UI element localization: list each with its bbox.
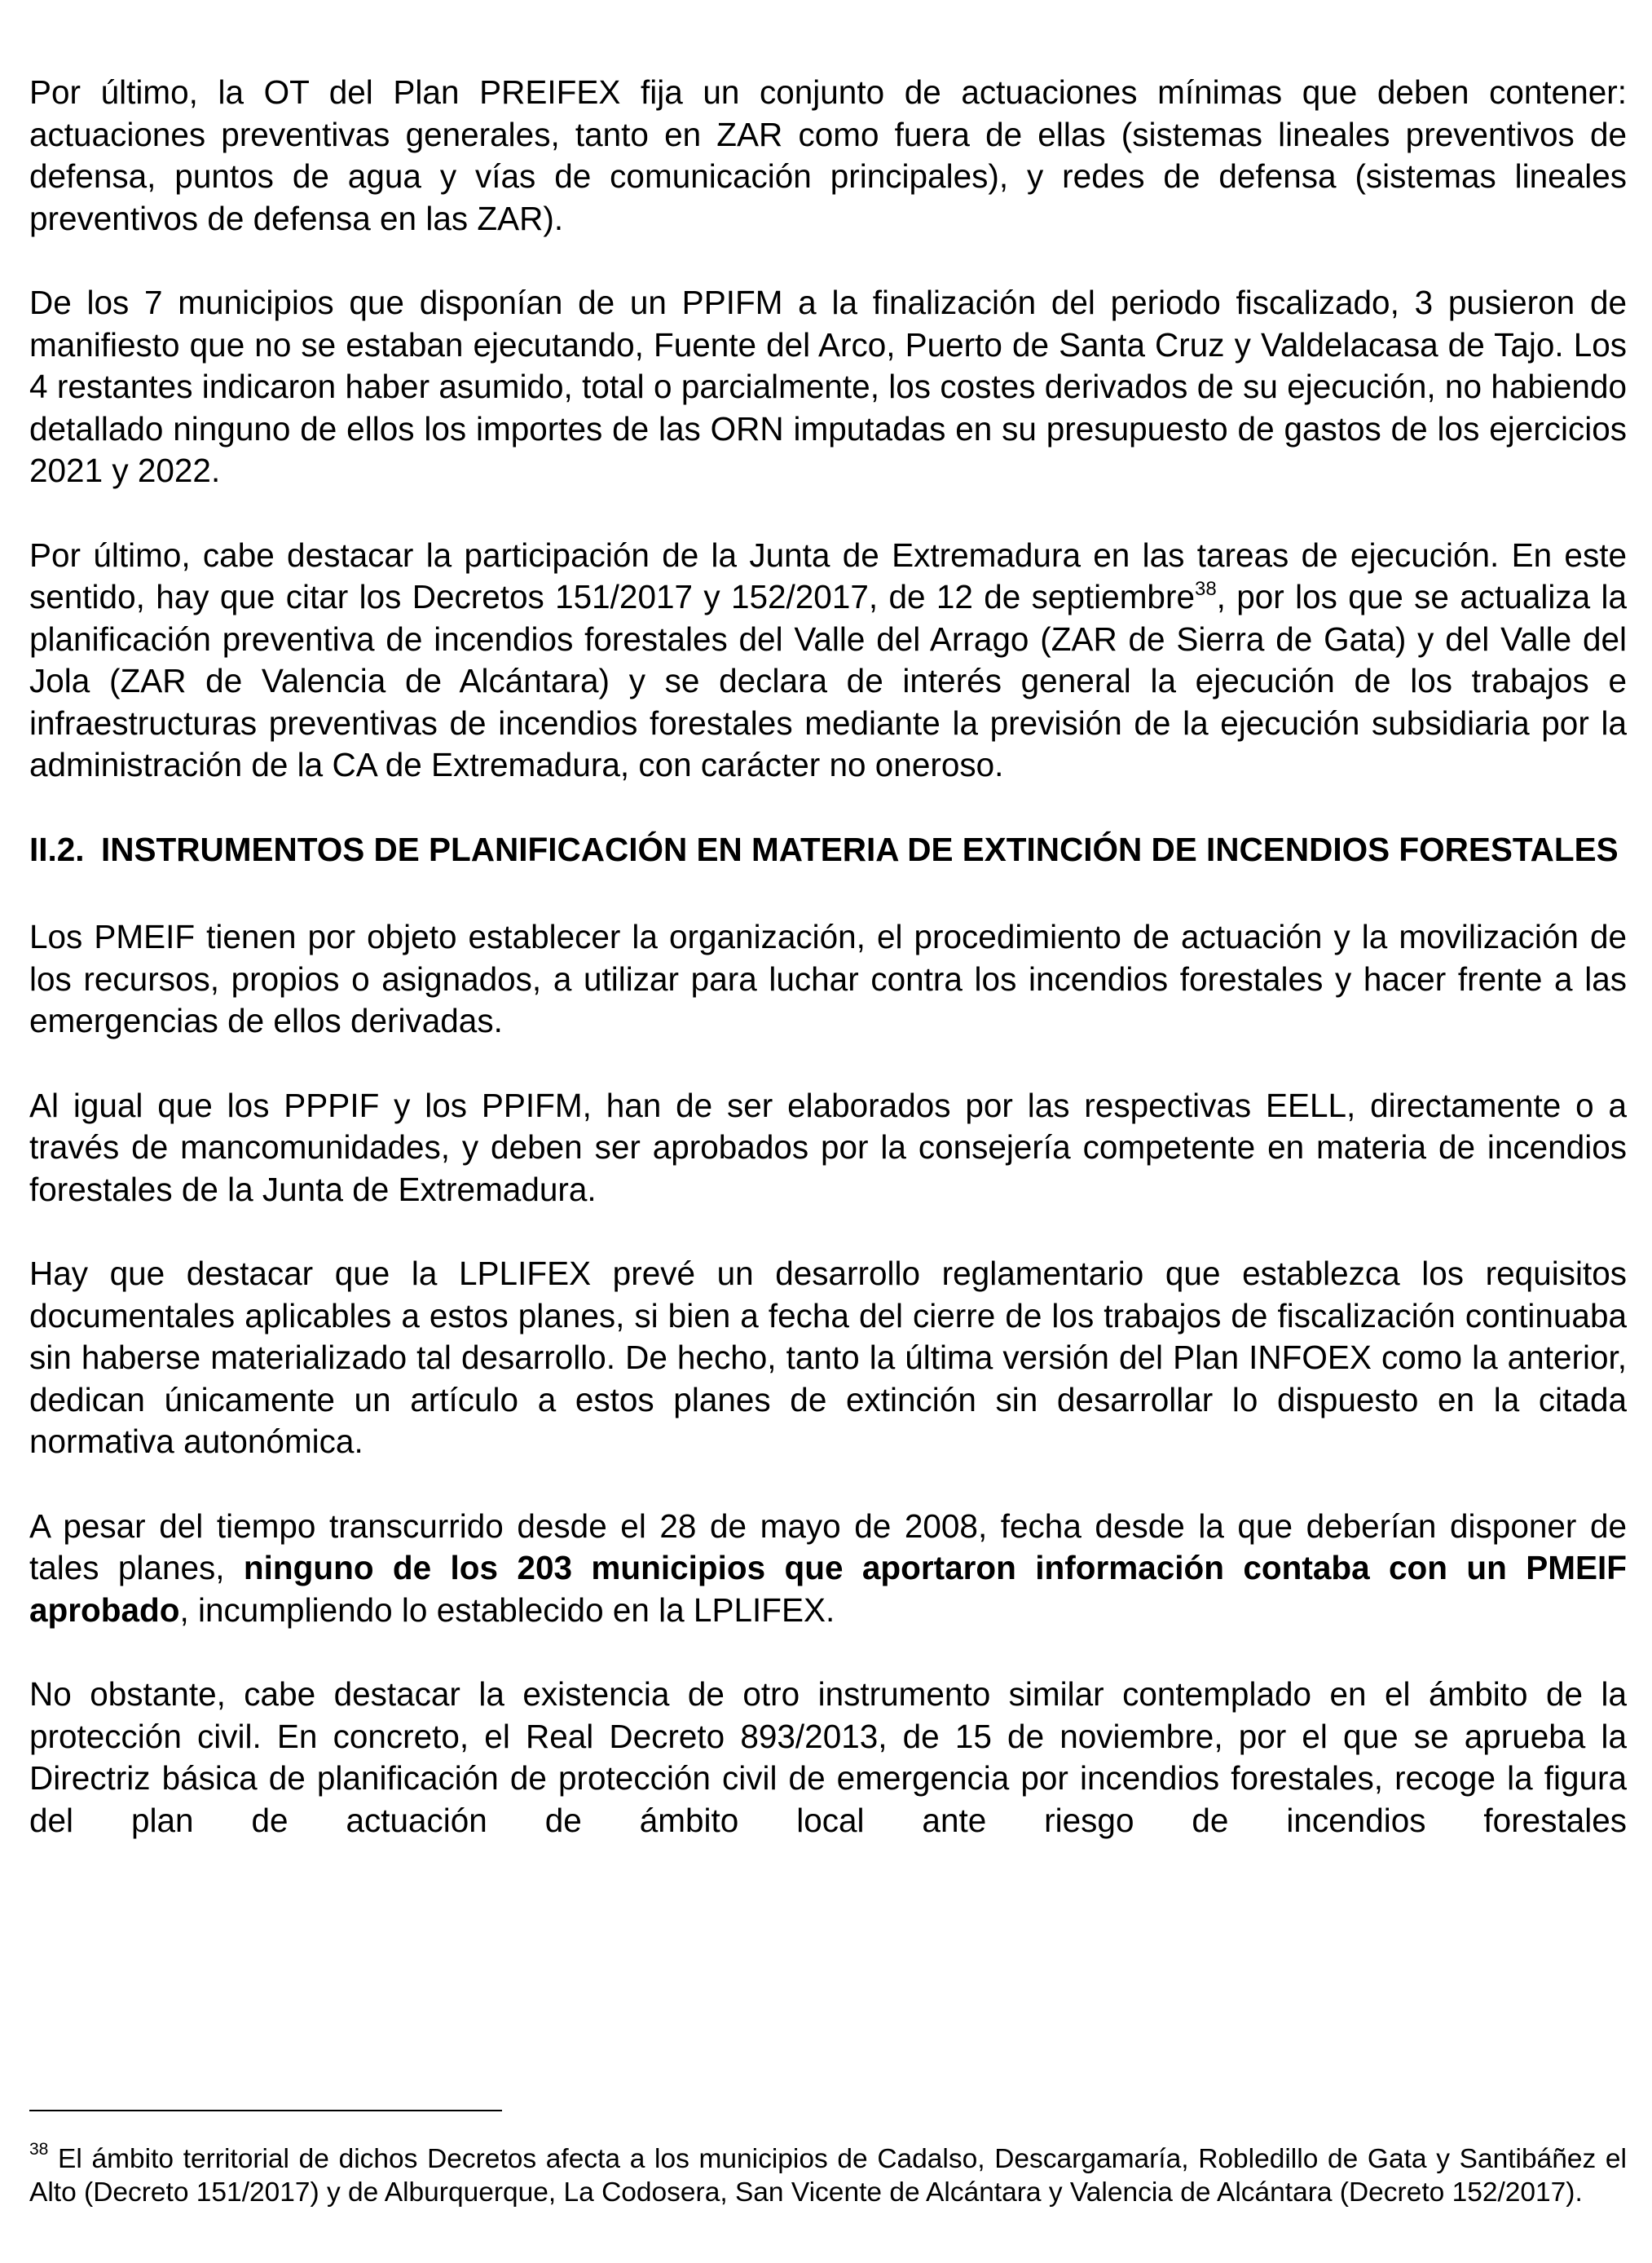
paragraph-elaboracion-eell: Al igual que los PPPIF y los PPIFM, han de ser elaborados por las respectivas EELL, directamente o a través de mancomunidades, y deben ser aprobados por la consejería competente en materia de incendios forestales de la Junta de Extremadura. xyxy=(29,1086,1627,1208)
paragraph-proteccion-civil: No obstante, cabe destacar la existencia de otro instrumento similar contemplado en el ámbito de la protección civil. En concreto, el Real Decreto 893/2013, de 15 de noviembre, por el que se aprueba la Directriz básica de planificación de protección civil de emergencia por incendios forestales, recoge la figura del plan de actuación de ámbito local ante riesgo de incendios forestales xyxy=(29,1675,1627,1839)
paragraph-ningun-pmeif xyxy=(29,1506,1627,1632)
footnote-text: El ámbito territorial de dichos Decretos afecta a los municipios de Cadalso, Descargamaría, Robledillo de Gata y Santibáñez el Alto (Decreto 151/2017) y de Alburquerque, La Codosera, San Vicente de Alcántara y Valencia de Alcántara (Decreto 152/2017). xyxy=(29,2144,1627,2208)
paragraph-text: A pesar del tiempo transcurrido desde el 28 de mayo de 2008, fecha desde la que deberían disponer de tales planes, xyxy=(29,1506,1627,1586)
section-number: II.2. xyxy=(29,830,85,868)
footnote-number: 38 xyxy=(29,2139,49,2159)
paragraph-text: , incumpliendo lo establecido en la LPLIFEX. xyxy=(179,1590,835,1629)
paragraph-desarrollo-reglamentario: Hay que destacar que la LPLIFEX prevé un desarrollo reglamentario que establezca los requisitos documentales aplicables a estos planes, si bien a fecha del cierre de los trabajos de fiscalización continuaba sin haberse materializado tal desarrollo. De hecho, tanto la última versión del Plan INFOEX como la anterior, dedican únicamente un artículo a estos planes de extinción sin desarrollar lo dispuesto en la citada normativa autonómica. xyxy=(29,1255,1627,1460)
section-heading xyxy=(29,829,1627,871)
footnote-reference[interactable]: 38 xyxy=(1194,577,1217,600)
paragraph-ppifm-municipios: De los 7 municipios que disponían de un PPIFM a la finalización del periodo fiscalizado, 3 pusieron de manifiesto que no se estaban ejecutando, Fuente del Arco, Puerto de Santa Cruz y Valdelacasa de Tajo. Los 4 restantes indicaron haber asumido, total o parcialmente, los costes derivados de su ejecución, no habiendo detallado ninguno de ellos los importes de las ORN imputadas en su presupuesto de gastos de los ejercicios 2021 y 2022. xyxy=(29,284,1627,489)
section-title: INSTRUMENTOS DE PLANIFICACIÓN EN MATERIA DE EXTINCIÓN DE INCENDIOS FORESTALES xyxy=(101,830,1619,868)
paragraph-pmeif-objeto: Los PMEIF tienen por objeto establecer la organización, el procedimiento de actuación y la movilización de los recursos, propios o asignados, a utilizar para luchar contra los incendios forestales y hacer frente a las emergencias de ellos derivadas. xyxy=(29,918,1627,1039)
document-body xyxy=(29,72,1627,1842)
paragraph-junta-extremadura xyxy=(29,535,1627,787)
footnote xyxy=(29,2139,1627,2209)
paragraph-text: , por los que se actualiza la planificación preventiva de incendios forestales del Valle del Arrago (ZAR de Sierra de Gata) y del Valle del Jola (ZAR de Valencia de Alcántara) y se declara de interés general la ejecución de los trabajos e infraestructuras preventivas de incendios forestales mediante la previsión de la ejecución subsidiaria por la administración de la CA de Extremadura, con carácter no oneroso. xyxy=(29,578,1627,783)
footnote-separator xyxy=(29,2110,502,2111)
paragraph-text: Por último, cabe destacar la participación de la Junta de Extremadura en las tareas de ejecución. En este sentido, hay que citar los Decretos 151/2017 y 152/2017, de 12 de septiembre xyxy=(29,536,1627,615)
paragraph-ot-plan-preifex: Por último, la OT del Plan PREIFEX fija un conjunto de actuaciones mínimas que deben contener: actuaciones preventivas generales, tanto en ZAR como fuera de ellas (sistemas lineales preventivos de defensa, puntos de agua y vías de comunicación principales), y redes de defensa (sistemas lineales preventivos de defensa en las ZAR). xyxy=(29,73,1627,237)
highlighted-finding: ninguno de los 203 municipios que aportaron información contaba con un PMEIF aprobado xyxy=(29,1549,1627,1629)
